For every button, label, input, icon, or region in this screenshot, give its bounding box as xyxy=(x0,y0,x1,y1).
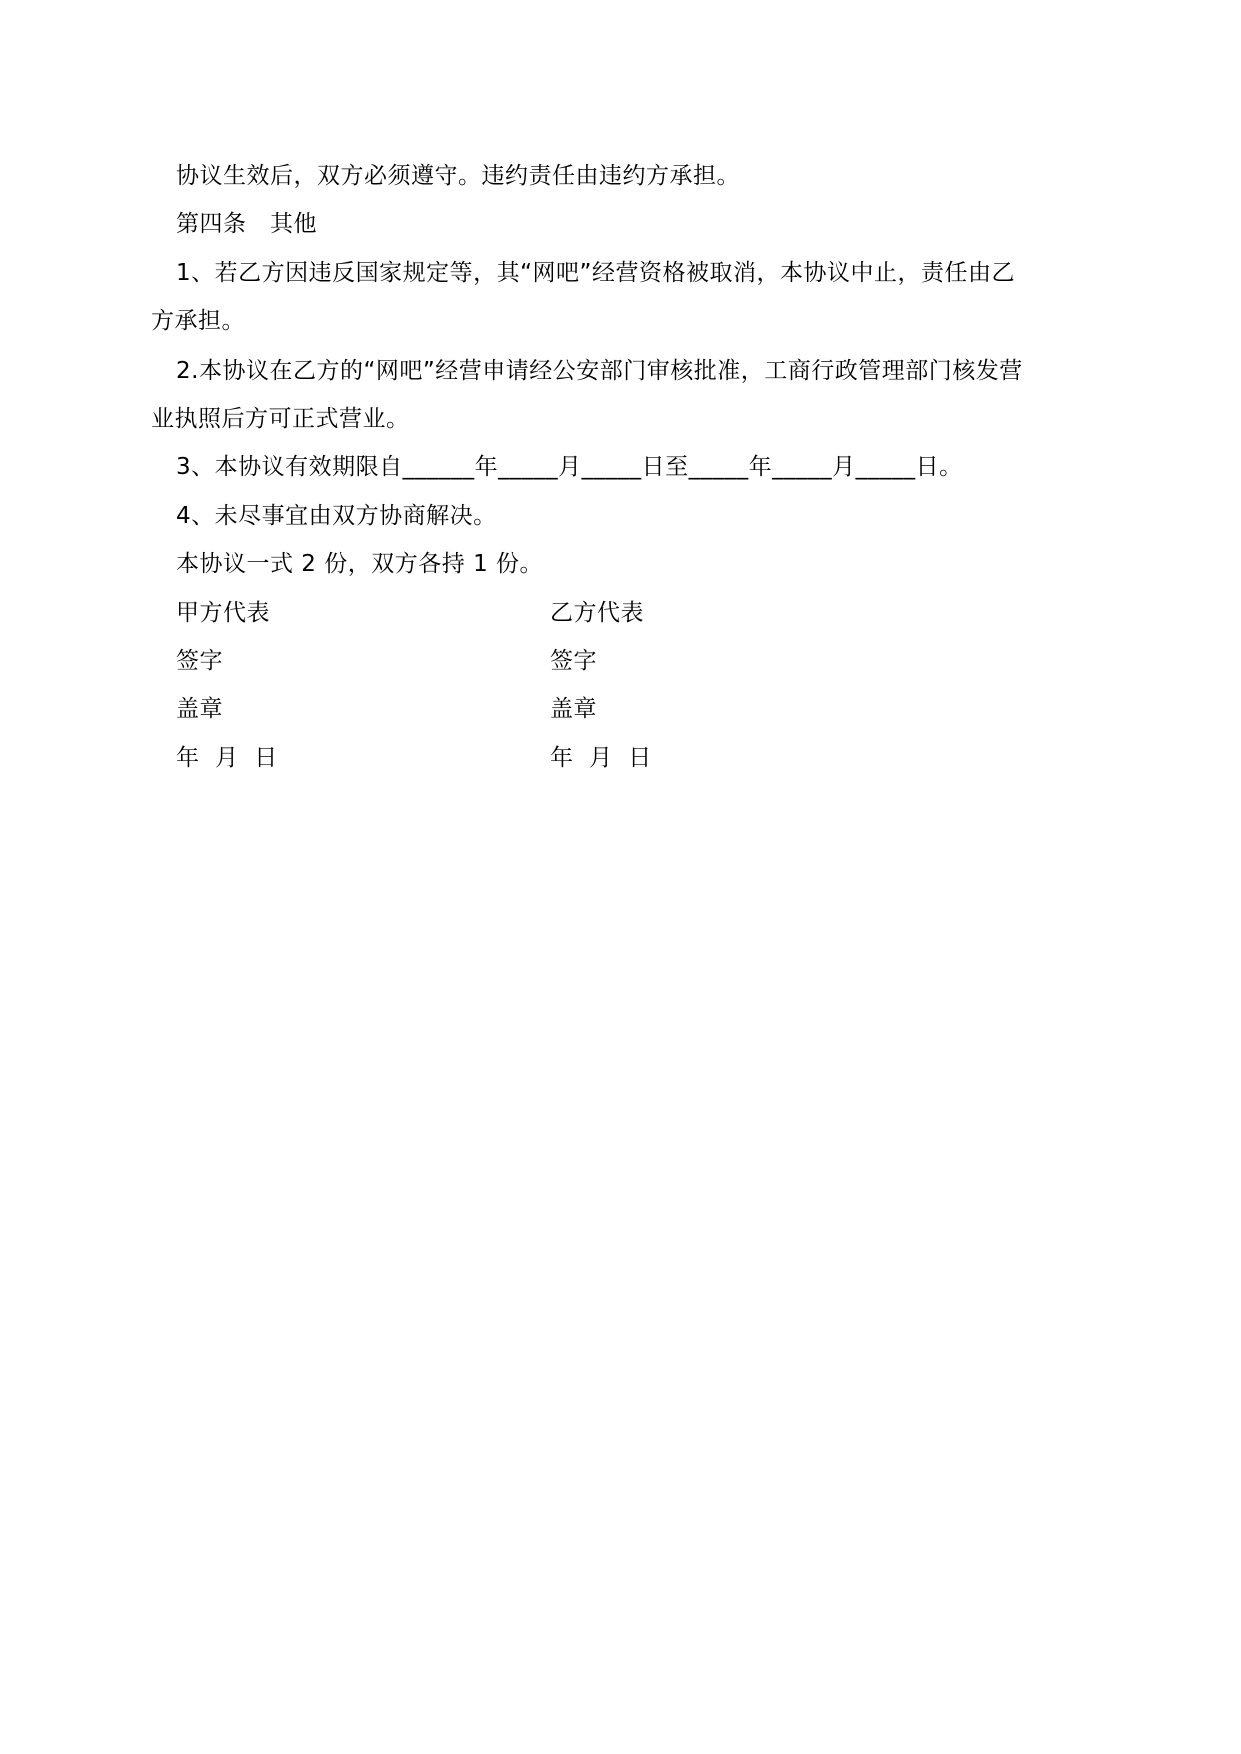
party-b-rep: 乙方代表 xyxy=(550,600,644,626)
item-4: 4、未尽事宜由双方协商解决。 xyxy=(176,503,497,529)
item-2-line-2: 业执照后方可正式营业。 xyxy=(151,406,410,432)
paragraph-effect: 协议生效后，双方必须遵守。违约责任由违约方承担。 xyxy=(176,163,740,189)
party-b-sign: 签字 xyxy=(550,648,597,674)
item-3: 3、本协议有效期限自______年_____月_____日至_____年_____月_____日。 xyxy=(176,454,963,480)
party-a-sign: 签字 xyxy=(176,648,223,674)
item-2-line-1: 2.本协议在乙方的“网吧”经营申请经公安部门审核批准，工商行政管理部门核发营 xyxy=(176,358,1023,384)
item-1-line-1: 1、若乙方因违反国家规定等，其“网吧”经营资格被取消，本协议中止，责任由乙 xyxy=(176,260,1015,286)
copies-note: 本协议一式 2 份，双方各持 1 份。 xyxy=(176,551,544,577)
party-a-date: 年 月 日 xyxy=(176,745,278,771)
item-1-line-2: 方承担。 xyxy=(151,308,245,334)
party-b-seal: 盖章 xyxy=(550,696,597,722)
party-a-seal: 盖章 xyxy=(176,696,223,722)
party-b-date: 年 月 日 xyxy=(550,745,652,771)
section-heading-4: 第四条 其他 xyxy=(176,211,317,237)
party-a-rep: 甲方代表 xyxy=(176,600,270,626)
